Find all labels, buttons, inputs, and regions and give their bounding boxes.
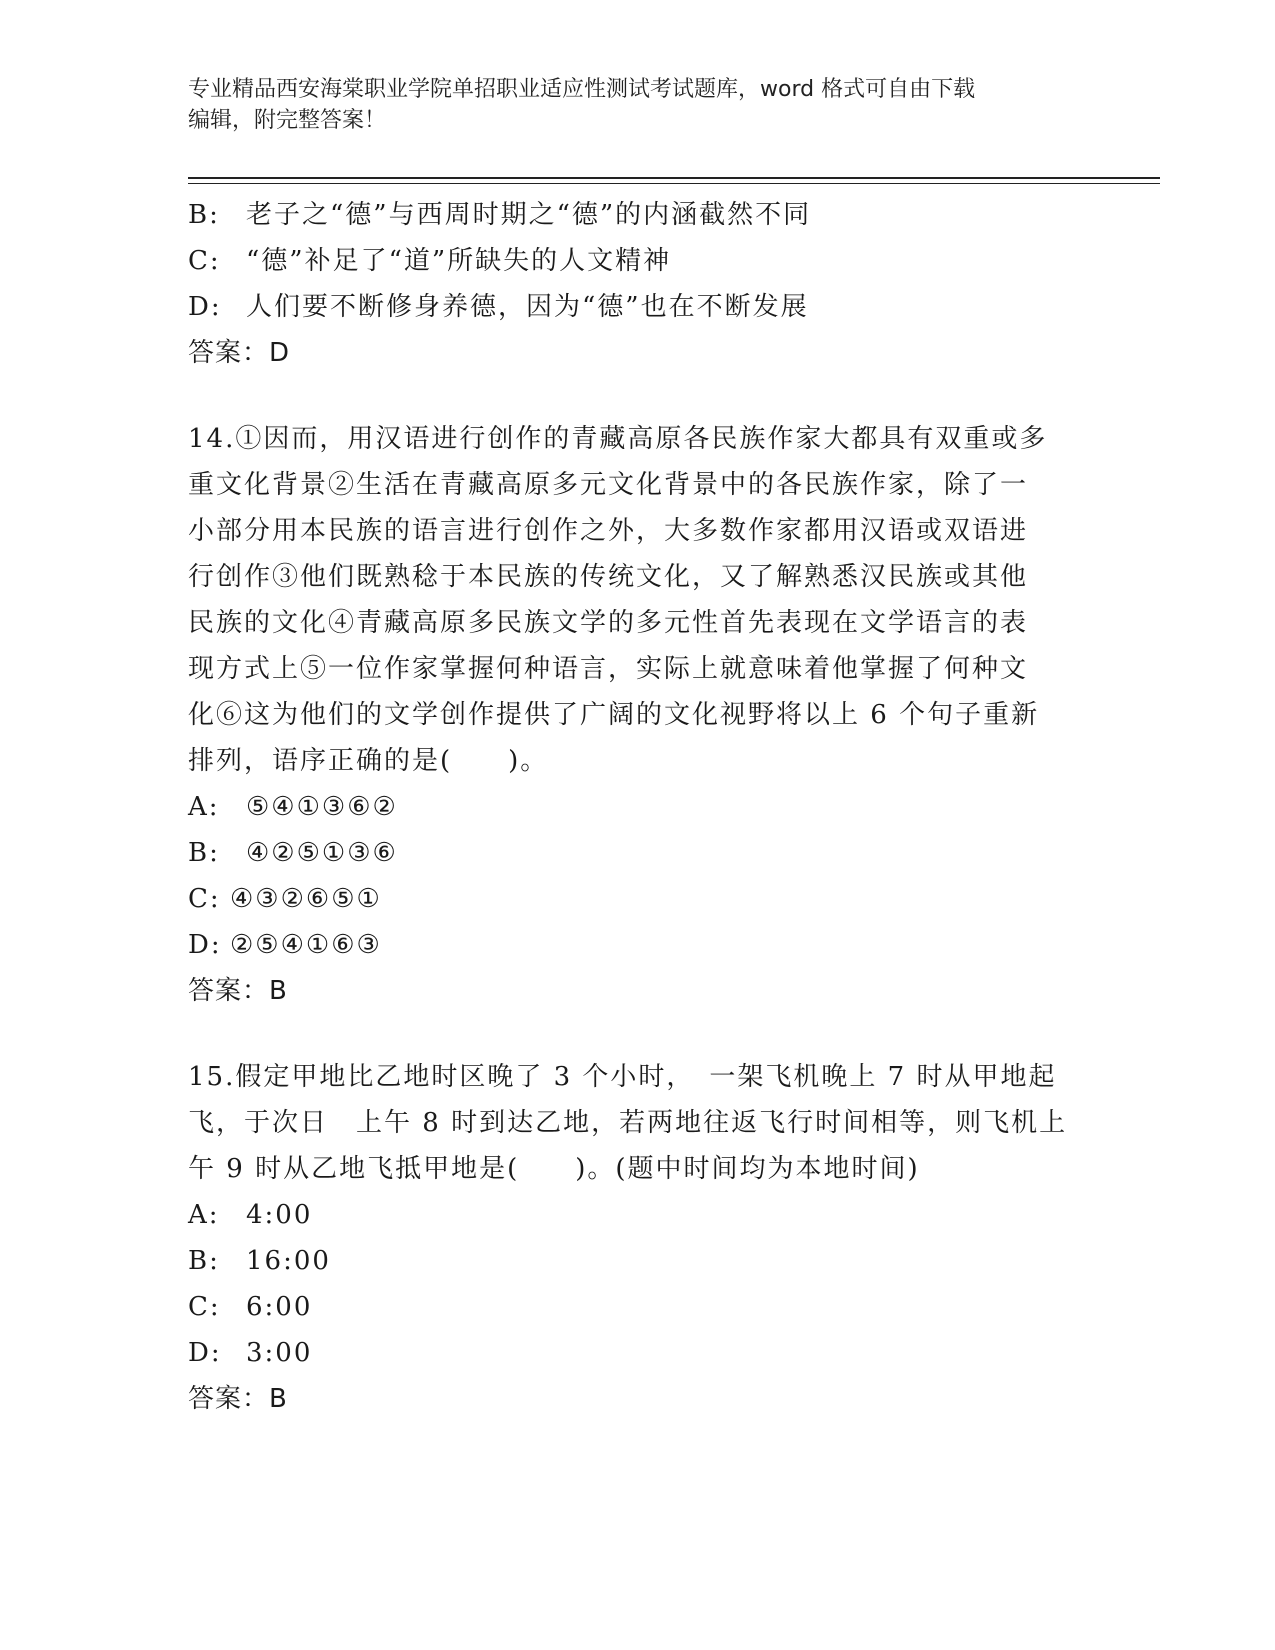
question-text-line: 排列，语序正确的是( )。 (188, 746, 549, 776)
question-text-line: 化⑥这为他们的文学创作提供了广阔的文化视野将以上 6 个句子重新 (188, 700, 1040, 730)
option-b (188, 1238, 1088, 1284)
question-13 (188, 192, 1088, 376)
question-text-line: 15.假定甲地比乙地时区晚了 3 个小时， 一架飞机晚上 7 时从甲地起 (188, 1062, 1057, 1092)
document-header (188, 74, 1088, 136)
question-text-line: 飞，于次日 上午 8 时到达乙地，若两地往返飞行时间相等，则飞机上 (188, 1108, 1068, 1138)
option-letter: C: (188, 1292, 221, 1322)
option-text: 3:00 (246, 1338, 313, 1368)
option-b (188, 830, 1088, 876)
answer-label: 答案：D (188, 338, 291, 368)
question-text-line: 午 9 时从乙地飞抵甲地是( )。(题中时间均为本地时间) (188, 1154, 920, 1184)
option-letter: C: (188, 246, 221, 276)
option-text: 老子之“德”与西周时期之“德”的内涵截然不同 (246, 200, 812, 230)
option-text: 4:00 (246, 1200, 313, 1230)
question-text-line: 民族的文化④青藏高原多民族文学的多元性首先表现在文学语言的表 (188, 608, 1029, 638)
spacer (188, 376, 1088, 416)
option-text: 16:00 (246, 1246, 331, 1276)
header-line-2: 编辑，附完整答案！ (188, 108, 387, 133)
option-letter: A: (188, 792, 220, 822)
option-text: 6:00 (246, 1292, 313, 1322)
option-text: ②⑤④①⑥③ (230, 930, 382, 960)
question-15 (188, 1054, 1088, 1422)
question-text-line: 小部分用本民族的语言进行创作之外，大多数作家都用汉语或双语进 (188, 516, 1029, 546)
option-letter: B: (188, 1246, 220, 1276)
option-d (188, 284, 1088, 330)
header-line-1: 专业精品西安海棠职业学院单招职业适应性测试考试题库，word 格式可自由下载 (188, 77, 976, 102)
question-text-line: 重文化背景②生活在青藏高原多元文化背景中的各民族作家，除了一 (188, 470, 1029, 500)
option-text: ⑤④①③⑥② (246, 792, 398, 822)
option-letter: D: (188, 930, 222, 960)
question-14 (188, 416, 1088, 1014)
option-d (188, 1330, 1088, 1376)
option-a (188, 1192, 1088, 1238)
option-letter: B: (188, 838, 220, 868)
question-text-line: 14.①因而，用汉语进行创作的青藏高原各民族作家大都具有双重或多 (188, 424, 1048, 454)
option-letter: C: (188, 884, 221, 914)
option-text: “德”补足了“道”所缺失的人文精神 (246, 246, 672, 276)
option-letter: B: (188, 200, 220, 230)
question-text-line: 现方式上⑤一位作家掌握何种语言，实际上就意味着他掌握了何种文 (188, 654, 1029, 684)
option-text: ④③②⑥⑤① (230, 884, 382, 914)
option-letter: D: (188, 292, 222, 322)
header-rule-thin (188, 183, 1160, 184)
question-text-line: 行创作③他们既熟稔于本民族的传统文化，又了解熟悉汉民族或其他 (188, 562, 1029, 592)
option-b (188, 192, 1088, 238)
option-text: 人们要不断修身养德，因为“德”也在不断发展 (246, 292, 809, 322)
option-c (188, 876, 1088, 922)
spacer (188, 1014, 1088, 1054)
answer-label: 答案：B (188, 1384, 288, 1414)
option-d (188, 922, 1088, 968)
option-c (188, 238, 1088, 284)
answer-label: 答案：B (188, 976, 288, 1006)
option-letter: A: (188, 1200, 220, 1230)
header-rule-thick (188, 177, 1160, 179)
option-c (188, 1284, 1088, 1330)
option-a (188, 784, 1088, 830)
option-text: ④②⑤①③⑥ (246, 838, 398, 868)
option-letter: D: (188, 1338, 222, 1368)
document-body (188, 192, 1088, 1422)
